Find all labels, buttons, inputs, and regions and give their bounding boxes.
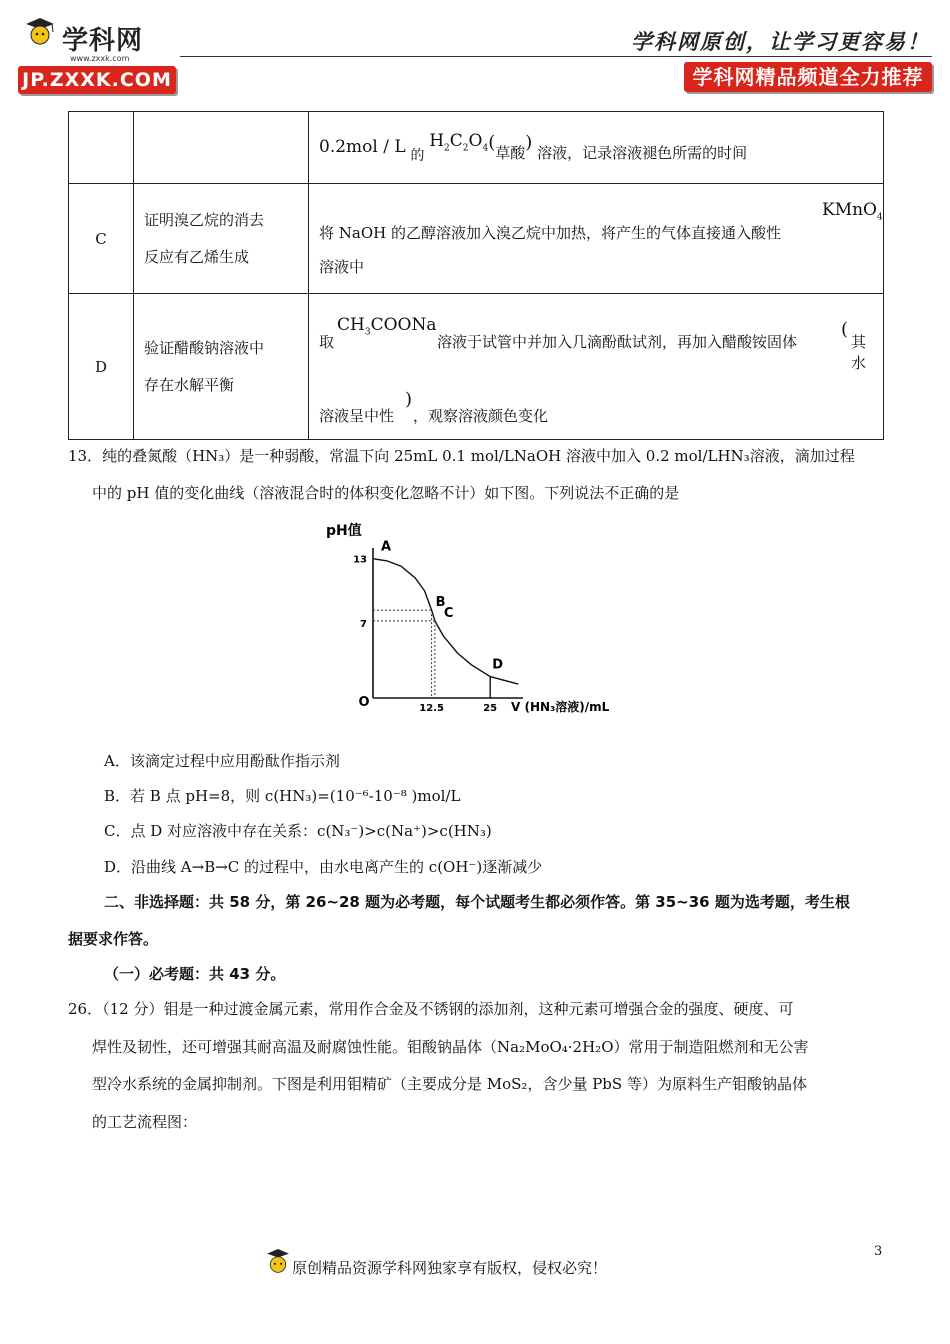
table-row — [69, 184, 884, 294]
table-cell — [69, 112, 134, 184]
q26-line4: 的工艺流程图： — [92, 1113, 198, 1131]
table-cell: 取 $CH_3COONa$ 溶液于试管中并加入几滴酚酞试剂，再加入醋酸铵固体 ( 其水 溶液呈中性 ) ，观察溶液颜色变化 — [309, 294, 884, 440]
section2-heading-line1: 二、非选择题：共 58 分，第 26~28 题为必考题，每个试题考生都必须作答。第 35~36 题为选考题，考生根 — [104, 893, 850, 911]
footer-copyright: 原创精品资源学科网独家享有版权，侵权必究！ — [292, 1259, 608, 1277]
logo-name: 学科网 — [62, 26, 144, 56]
origin-label: O — [358, 695, 370, 710]
page-number: 3 — [874, 1244, 883, 1259]
q26-line3: 型冷水系统的金属抑制剂。下图是利用钼精矿（主要成分是 MoS₂，含少量 PbS 等）为原料生产钼酸钠晶体 — [92, 1075, 807, 1093]
acetate-formula: $CH_3COONa$ — [337, 314, 437, 337]
q13-option-a[interactable]: A．该滴定过程中应用酚酞作指示剂 — [104, 752, 340, 770]
table-cell: 0.2mol / L 的 $H_2C_2O_4$(草酸) 溶液，记录溶液褪色所需的时间 — [309, 112, 884, 184]
table-row — [69, 112, 884, 184]
row-label: D — [69, 294, 134, 440]
x-tick-label: 25 — [483, 703, 498, 714]
footer-mascot-icon — [264, 1246, 292, 1280]
table-row — [69, 294, 884, 440]
q13-stem-line1: 13．纯的叠氮酸（HN₃）是一种弱酸，常温下向 25mL 0.1 mol/LNaOH 溶液中加入 0.2 mol/LHN₃溶液，滴加过程 — [68, 447, 855, 465]
q13-stem-line2: 中的 pH 值的变化曲线（溶液混合时的体积变化忽略不计）如下图。下列说法不正确的是 — [92, 484, 680, 502]
header-slogan: 学科网原创，让学习更容易！ — [631, 29, 930, 54]
y-tick-label: 7 — [360, 619, 367, 630]
experiment-table — [68, 111, 884, 440]
ph-titration-chart — [318, 516, 628, 716]
logo-url: www.zxxk.com — [70, 54, 130, 63]
q26-line2: 焊性及韧性，还可增强其耐高温及耐腐蚀性能。钼酸钠晶体（Na₂MoO₄·2H₂O）常用于制造阻燃剂和无公害 — [92, 1038, 809, 1056]
y-tick-label: 13 — [353, 554, 367, 566]
header-divider — [180, 56, 932, 57]
point-label-b: B — [435, 595, 446, 611]
concentration-text: 0.2mol / L — [319, 136, 406, 157]
section2-subheading: （一）必考题：共 43 分。 — [104, 965, 286, 983]
table-cell — [134, 112, 309, 184]
table-cell: 验证醋酸钠溶液中 存在水解平衡 — [134, 294, 309, 440]
q13-option-b[interactable]: B．若 B 点 pH=8，则 c(HN₃)=(10⁻⁶-10⁻⁸ )mol/L — [104, 787, 461, 805]
q13-option-d[interactable]: D．沿曲线 A→B→C 的过程中，由水电离产生的 c(OH⁻)逐渐减少 — [104, 858, 543, 876]
graduate-mascot-icon — [22, 16, 58, 48]
site-badge[interactable]: JP.ZXXK.COM — [18, 66, 176, 94]
x-tick-label: 12.5 — [419, 703, 444, 714]
row-label: C — [69, 184, 134, 294]
section2-heading-line2: 据要求作答。 — [68, 930, 159, 948]
x-axis-label: V (HN₃溶液)/mL — [511, 700, 610, 714]
q26-line1: 26．（12 分）钼是一种过渡金属元素，常用作合金及不锈钢的添加剂，这种元素可增强合金的强度、硬度、可 — [68, 1000, 794, 1018]
point-label-d: D — [492, 657, 503, 673]
recommend-banner[interactable]: 学科网精品频道全力推荐 — [684, 62, 932, 92]
q13-option-c[interactable]: C．点 D 对应溶液中存在关系：c(N₃⁻)>c(Na⁺)>c(HN₃) — [104, 822, 492, 840]
kmno4-formula: KMnO$_4$ — [822, 200, 883, 223]
oxalic-formula: $H_2C_2O_4$ — [429, 130, 489, 154]
point-label-a: A — [381, 539, 392, 555]
table-cell: 将 NaOH 的乙醇溶液加入溴乙烷中加热，将产生的气体直接通入酸性 KMnO$_4$ 溶液中 — [309, 184, 884, 294]
table-cell: 证明溴乙烷的消去 反应有乙烯生成 — [134, 184, 309, 294]
point-label-c: C — [443, 605, 454, 621]
y-axis-label: pH值 — [326, 523, 362, 539]
